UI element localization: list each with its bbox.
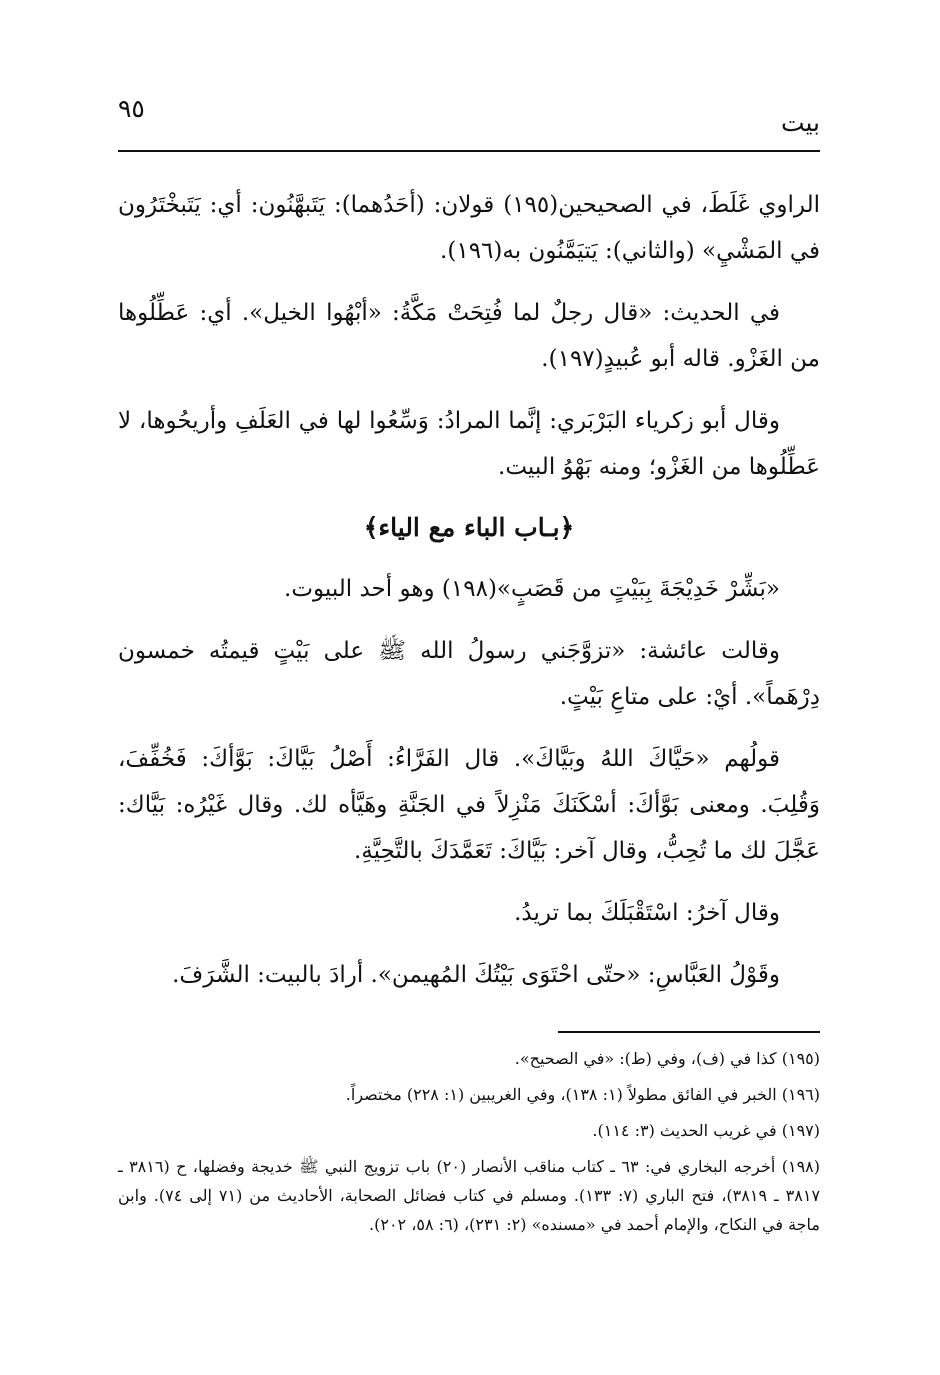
paragraph: وقال أبو زكرياء البَرْبَري: إنَّما المرادُ: وَسِّعُوا لها في العَلَفِ وأريحُوها، لا عَطِّلُوها من الغَزْو؛ ومنه بَهْوُ البيت. (118, 408, 820, 480)
paragraph: الراوي غَلَطَ، في الصحيحين(١٩٥) قولان: (أحَدُهما): يَتَبهَّنُون: أي: يَتَبخْتَرُون في المَشْيِ» (والثاني): يَتيَمَّنُون به(١٩٦). (118, 192, 821, 264)
running-title: بيت (780, 108, 820, 137)
paragraph: وقَوْلُ العَبَّاسِ: «حتّى احْتَوَى بَيْتُكَ المُهيمن». أرادَ بالبيت: الشَّرَفَ. (172, 962, 780, 988)
header-rule (118, 150, 820, 152)
main-text (118, 182, 820, 1014)
page-number: ٩٥ (118, 94, 145, 123)
paragraph: «بَشِّرْ خَدِيْجَةَ بِبَيْتٍ من قَصَبٍ»(١٩٨) وهو أحد البيوت. (284, 576, 780, 602)
page-header (118, 92, 820, 146)
footnote: (١٩٥) كذا في (ف)، وفي (ط): «في الصحيح». (514, 1049, 820, 1068)
footnote-rule (558, 1031, 820, 1033)
footnotes (118, 1044, 820, 1246)
footnote: (١٩٦) الخبر في الفائق مطولاً (١: ١٣٨)، وفي الغريبين (١: ٢٢٨) مختصراً. (345, 1085, 820, 1104)
paragraph: قولُهم «حَيَّاكَ اللهُ وبَيَّاكَ». قال الفَرَّاءُ: أَصْلُ بَيَّاكَ: بَوَّأكَ: فَخُفِّفَ، وَقُلِبَ. ومعنى بَوَّأكَ: أسْكَنَكَ مَنْزِلاً في الجَنَّةِ وهَيَّأه لك. وقال غَيْرُه: بَيَّاك: عَجَّلَ لك ما تُحِبُّ، وقال آخر: بَيَّاكَ: تَعَمَّدَكَ بالتَّحِيَّةِ. (118, 746, 820, 864)
footnote: (١٩٧) في غريب الحديث (٣: ١١٤). (592, 1121, 820, 1140)
paragraph: وقالت عائشة: «تزوَّجَني رسولُ الله ﷺ على بَيْتٍ قيمتُه خمسون دِرْهَماً». أيْ: على متاعِ بَيْتٍ. (118, 638, 820, 710)
document-page (118, 0, 820, 1375)
footnote: (١٩٨) أخرجه البخاري في: ٦٣ ـ كتاب مناقب الأنصار (٢٠) باب تزويج النبي ﷺ خديجة وفضلها، ح (٣٨١٦ ـ ٣٨١٧ ـ ٣٨١٩)، فتح الباري (٧: ١٣٣). ومسلم في كتاب فضائل الصحابة، الأحاديث من (٧١ إلى ٧٤). وابن ماجة في النكاح، والإمام أحمد في «مسنده» (٢: ٢٣١)، (٦: ٥٨، ٢٠٢). (118, 1157, 821, 1234)
paragraph: في الحديث: «قال رجلٌ لما فُتِحَتْ مَكَّةُ: «أبْهُوا الخيل». أي: عَطِّلُوها من الغَزْو. قاله أبو عُبيدٍ(١٩٧). (118, 300, 820, 372)
section-heading: ﴿بـاب الباء مع الياء﴾ (363, 513, 575, 542)
paragraph: وقال آخرُ: اسْتَقْبَلَكَ بما تريدُ. (514, 900, 780, 926)
